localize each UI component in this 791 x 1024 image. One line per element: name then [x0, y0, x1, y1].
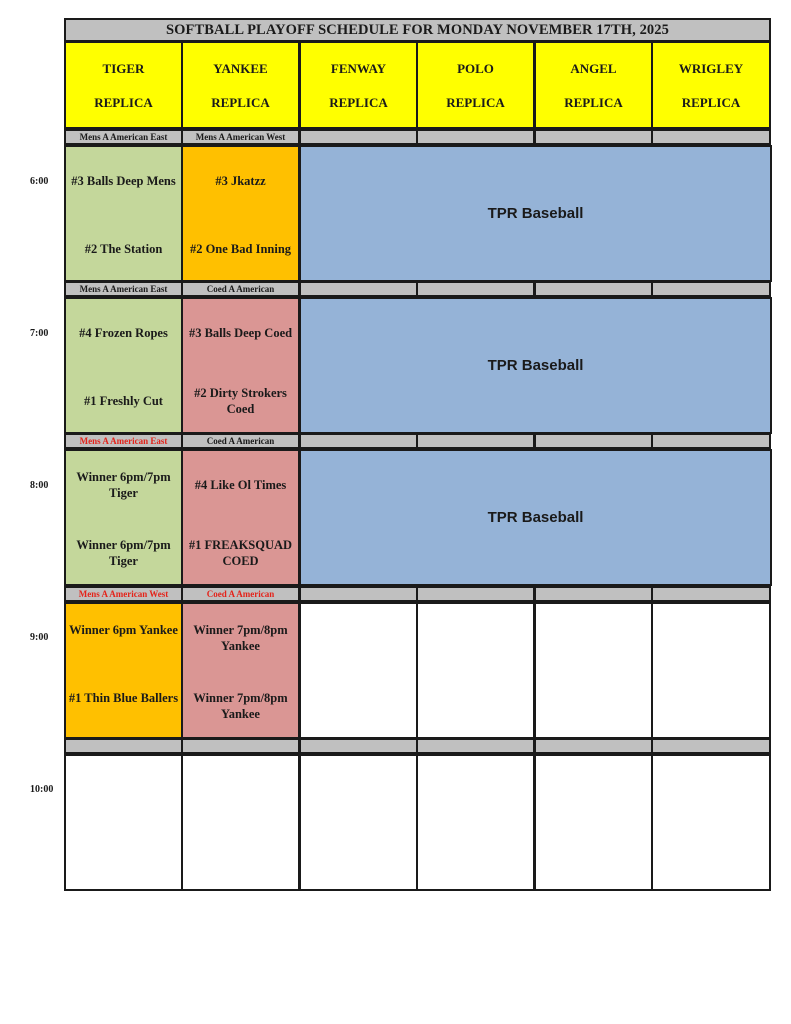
baseball-block: [299, 449, 772, 586]
empty-cell: [534, 754, 653, 891]
team-bottom: Winner 6pm/7pm Tiger: [76, 538, 171, 568]
field-type: REPLICA: [94, 95, 153, 110]
team-top: #3 Balls Deep Coed: [188, 326, 293, 340]
game-cell: [64, 602, 183, 739]
schedule-title: SOFTBALL PLAYOFF SCHEDULE FOR MONDAY NOVEMBER 17TH, 2025: [64, 18, 771, 42]
empty-cell: [651, 754, 771, 891]
field-header-angel: [534, 41, 653, 129]
division-label-empty: [534, 281, 653, 297]
empty-cell: [651, 602, 771, 739]
game-cell: [64, 297, 183, 434]
field-type: REPLICA: [329, 95, 388, 110]
baseball-block: [299, 145, 772, 282]
division-label-empty: [651, 281, 771, 297]
team-top: #3 Jkatzz: [215, 174, 266, 188]
empty-cell: [181, 754, 300, 891]
time-label: 6:00: [30, 176, 49, 187]
division-label-empty: [64, 738, 183, 754]
game-cell: [64, 449, 183, 586]
division-label-empty: [299, 738, 418, 754]
division-label-empty: [534, 129, 653, 145]
time-label: 8:00: [30, 480, 49, 491]
field-header-tiger: [64, 41, 183, 129]
team-top: Winner 7pm/8pm Yankee: [193, 623, 288, 653]
game-cell: [64, 145, 183, 282]
division-label-empty: [299, 586, 418, 602]
game-cell: [181, 145, 300, 282]
division-label-empty: [651, 738, 771, 754]
empty-cell: [64, 754, 183, 891]
division-label-empty: [416, 586, 535, 602]
field-header-polo: [416, 41, 535, 129]
empty-cell: [299, 754, 418, 891]
division-label: Mens A American West: [64, 586, 183, 602]
field-header-wrigley: [651, 41, 771, 129]
game-cell: [181, 297, 300, 434]
division-label-empty: [651, 433, 771, 449]
field-name: TIGER: [102, 61, 145, 76]
team-bottom: #1 FREAKSQUAD COED: [188, 538, 293, 568]
field-type: REPLICA: [564, 95, 623, 110]
field-type: REPLICA: [681, 95, 741, 110]
division-label: Mens A American East: [64, 129, 183, 145]
team-bottom: #1 Thin Blue Ballers: [68, 691, 179, 705]
team-bottom: Winner 7pm/8pm Yankee: [193, 691, 288, 721]
field-name: POLO: [457, 61, 494, 76]
division-label: Coed A American: [181, 433, 300, 449]
division-label: Coed A American: [181, 281, 300, 297]
baseball-label: TPR Baseball: [487, 509, 584, 526]
baseball-block: [299, 297, 772, 434]
team-bottom: #2 One Bad Inning: [189, 242, 292, 256]
field-type: REPLICA: [446, 95, 505, 110]
division-label-empty: [299, 281, 418, 297]
baseball-label: TPR Baseball: [487, 357, 584, 374]
field-name: FENWAY: [330, 61, 387, 76]
time-label: 9:00: [30, 632, 49, 643]
empty-cell: [299, 602, 418, 739]
division-label-empty: [416, 738, 535, 754]
division-label-empty: [299, 129, 418, 145]
division-label-empty: [416, 129, 535, 145]
team-bottom: #1 Freshly Cut: [84, 394, 163, 408]
division-label: Mens A American West: [181, 129, 300, 145]
division-label-empty: [651, 586, 771, 602]
field-name: YANKEE: [213, 61, 268, 76]
field-type: REPLICA: [211, 95, 270, 110]
empty-cell: [416, 602, 535, 739]
empty-cell: [534, 602, 653, 739]
field-name: WRIGLEY: [678, 61, 744, 76]
team-top: Winner 6pm Yankee: [69, 623, 178, 637]
team-top: #4 Frozen Ropes: [79, 326, 168, 340]
division-label-empty: [181, 738, 300, 754]
division-label: Mens A American East: [64, 433, 183, 449]
division-label-empty: [534, 586, 653, 602]
baseball-label: TPR Baseball: [487, 205, 584, 222]
team-bottom: #2 Dirty Strokers Coed: [194, 386, 287, 416]
time-label: 10:00: [30, 784, 54, 795]
division-label-empty: [534, 738, 653, 754]
team-bottom: #2 The Station: [84, 242, 163, 256]
division-label: Mens A American East: [64, 281, 183, 297]
game-cell: [181, 449, 300, 586]
division-label-empty: [299, 433, 418, 449]
division-label-empty: [651, 129, 771, 145]
field-header-yankee: [181, 41, 300, 129]
game-cell: [181, 602, 300, 739]
division-label-empty: [416, 281, 535, 297]
team-top: Winner 6pm/7pm Tiger: [76, 470, 171, 500]
division-label: Coed A American: [181, 586, 300, 602]
empty-cell: [416, 754, 535, 891]
team-top: #4 Like Ol Times: [194, 478, 287, 492]
field-header-fenway: [299, 41, 418, 129]
field-name: ANGEL: [570, 61, 617, 76]
team-top: #3 Balls Deep Mens: [71, 174, 176, 188]
division-label-empty: [416, 433, 535, 449]
time-label: 7:00: [30, 328, 49, 339]
division-label-empty: [534, 433, 653, 449]
